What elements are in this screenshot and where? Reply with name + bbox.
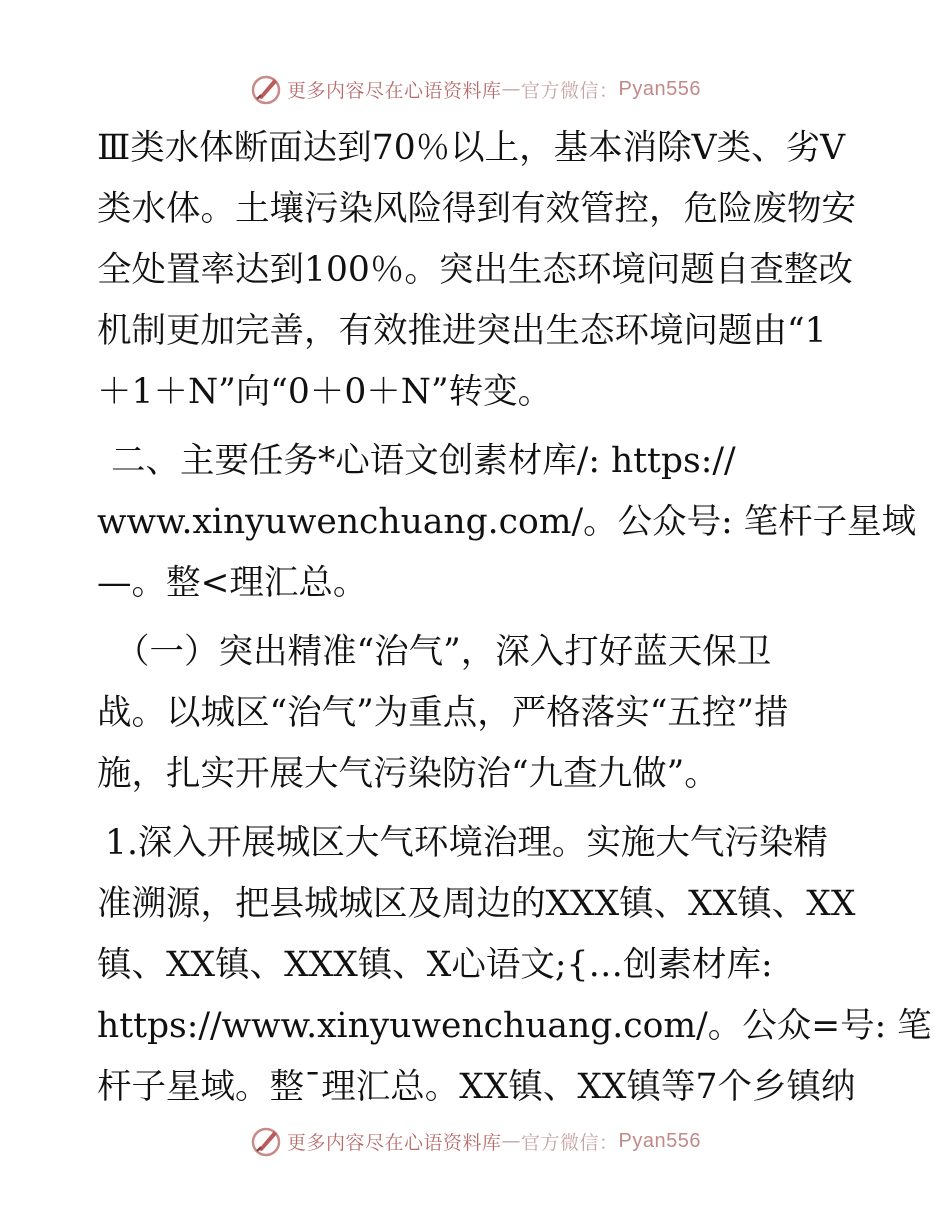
- header-watermark: [0, 72, 950, 106]
- text-line: —。整<理汇总。: [97, 563, 368, 603]
- paragraph-main-tasks: [97, 431, 917, 614]
- text-line: 类水体。土壤污染风险得到有效管控，危险废物安: [97, 189, 856, 229]
- text-line: https://www.xinyuwenchuang.com/。公众=号: 笔: [97, 1006, 932, 1046]
- paragraph-urban-air: [97, 813, 932, 1118]
- footer-watermark: [0, 1124, 950, 1158]
- watermark-dash: —: [501, 78, 522, 100]
- text-line: 机制更加完善，有效推进突出生态环境问题由“1: [97, 311, 827, 351]
- text-line: 施，扎实开展大气污染防治“九查九做”。: [97, 754, 719, 794]
- numbered-item: 1.深入开展城区大气环境治理。实施大气污染精: [105, 823, 828, 863]
- watermark-id: Pyan556: [618, 1129, 701, 1152]
- text-line: 杆子星域。整¯理汇总。XX镇、XX镇等7个乡镇纳: [97, 1067, 856, 1107]
- text-line: 战。以城区“治气”为重点，严格落实“五控”措: [97, 693, 789, 733]
- watermark-text: 更多内容尽在心语资料库: [287, 1131, 502, 1154]
- text-line: ＋1＋N”向“0＋0＋N”转变。: [97, 372, 553, 412]
- paragraph-targets: [97, 118, 857, 423]
- watermark-text: 更多内容尽在心语资料库: [287, 79, 502, 102]
- section-heading: 二、主要任务*心语文创素材库/: https://: [111, 441, 736, 481]
- text-line: 全处置率达到100％。突出生态环境问题自查整改: [97, 250, 853, 290]
- text-line: Ⅲ类水体断面达到70％以上，基本消除Ⅴ类、劣Ⅴ: [97, 128, 845, 168]
- quill-logo-icon: [249, 1124, 283, 1158]
- watermark-official: 官方微信：: [521, 79, 619, 102]
- text-line: 准溯源，把县城城区及周边的XXX镇、XX镇、XX: [97, 884, 856, 924]
- text-line: 镇、XX镇、XXX镇、X心语文;{…创素材库:: [97, 945, 773, 985]
- paragraph-air-governance: [97, 622, 857, 805]
- watermark-id: Pyan556: [618, 77, 701, 100]
- document-body: [97, 118, 932, 1118]
- watermark-official: 官方微信：: [521, 1131, 619, 1154]
- quill-logo-icon: [249, 72, 283, 106]
- text-line: www.xinyuwenchuang.com/。公众号: 笔杆子星域: [97, 502, 917, 542]
- subsection-heading: （一）突出精准“治气”，深入打好蓝天保卫: [115, 632, 772, 672]
- watermark-dash: —: [501, 1130, 522, 1152]
